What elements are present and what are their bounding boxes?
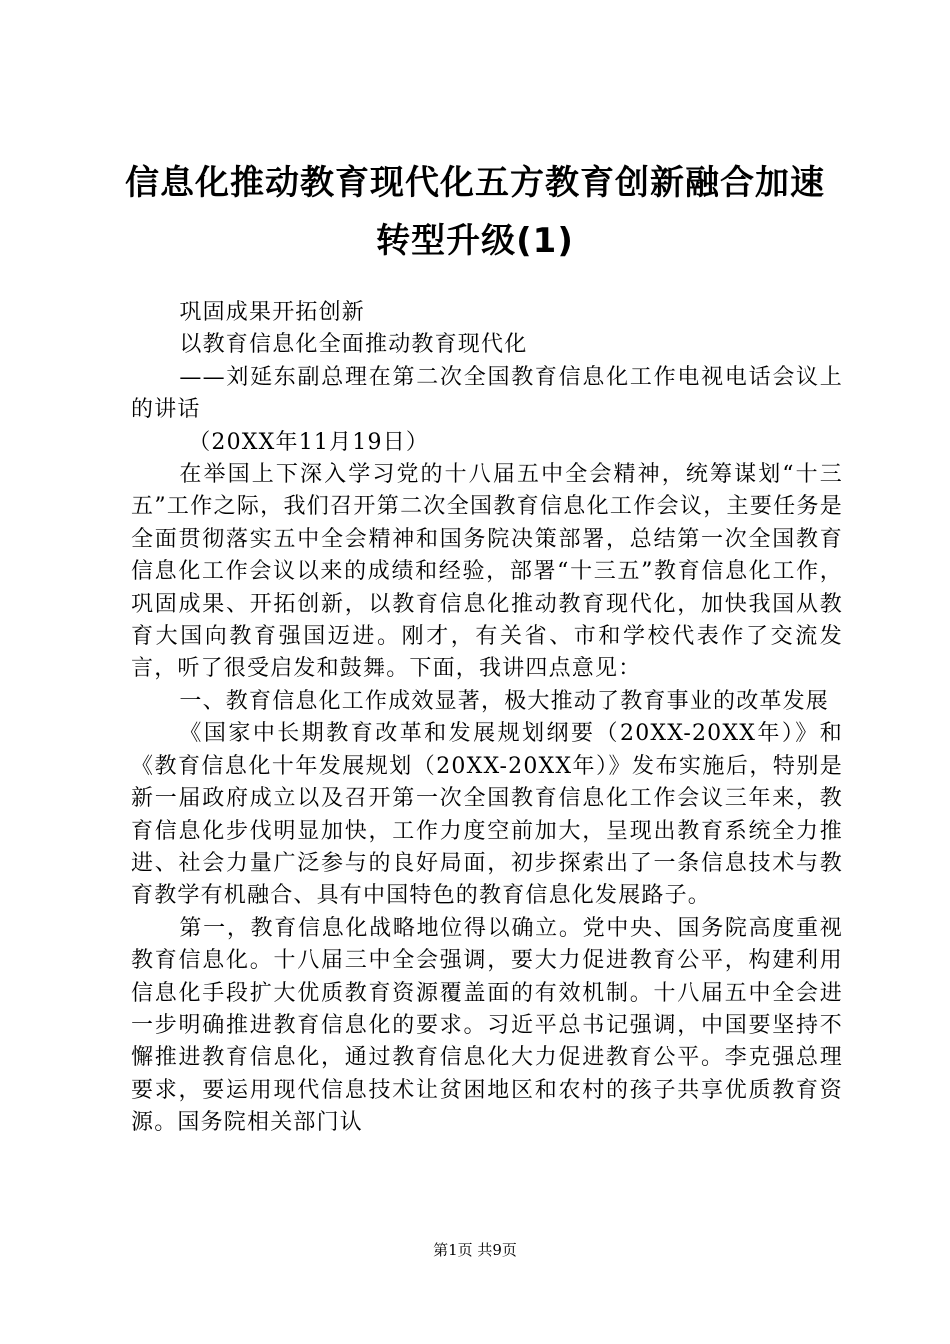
- paragraph-section-1: 《国家中长期教育改革和发展规划纲要（20XX-20XX年）》和《教育信息化十年发展规划（20XX-20XX年）》发布实施后，特别是新一届政府成立以及召开第一次全国教育信息化工作会议三年来，教育信息化步伐明显加快，工作力度空前加大，呈现出教育系统全力推进、社会力量广泛参与的良好局面，初步探索出了一条信息技术与教育教学有机融合、具有中国特色的教育信息化发展路子。: [131, 721, 843, 909]
- document-body: [131, 297, 843, 1140]
- title-line-2: 转型升级(1): [376, 221, 574, 261]
- paragraph-intro: 在举国上下深入学习党的十八届五中全会精神，统筹谋划“十三五”工作之际，我们召开第二次全国教育信息化工作会议，主要任务是全面贯彻落实五中全会精神和国务院决策部署，总结第一次全国教育信息化工作会议以来的成绩和经验，部署“十三五”教育信息化工作，巩固成果、开拓创新，以教育信息化推动教育现代化，加快我国从教育大国向教育强国迈进。刚才，有关省、市和学校代表作了交流发言，听了很受启发和鼓舞。下面，我讲四点意见：: [131, 462, 843, 682]
- subtitle-line-2: 以教育信息化全面推动教育现代化: [179, 332, 528, 358]
- title-line-1: 信息化推动教育现代化五方教育创新融合加速: [125, 163, 825, 203]
- subtitle-line-1: 巩固成果开拓创新: [179, 300, 365, 325]
- paragraph-point-1: 第一，教育信息化战略地位得以确立。党中央、国务院高度重视教育信息化。十八届三中全会强调，要大力促进教育公平，构建利用信息化手段扩大优质教育资源覆盖面的有效机制。十八届五中全会进一步明确推进教育信息化的要求。习近平总书记强调，中国要坚持不懈推进教育信息化，通过教育信息化大力促进教育公平。李克强总理要求，要运用现代信息技术让贫困地区和农村的孩子共享优质教育资源。国务院相关部门认: [131, 915, 843, 1136]
- document-title: [120, 154, 830, 270]
- page-footer: 第1页 共9页: [433, 1241, 517, 1259]
- speech-date: （20XX年11月19日）: [188, 429, 430, 455]
- speaker-line: ——刘延东副总理在第二次全国教育信息化工作电视电话会议上的讲话: [131, 364, 843, 423]
- section-heading-1: 一、教育信息化工作成效显著，极大推动了教育事业的改革发展: [179, 688, 829, 714]
